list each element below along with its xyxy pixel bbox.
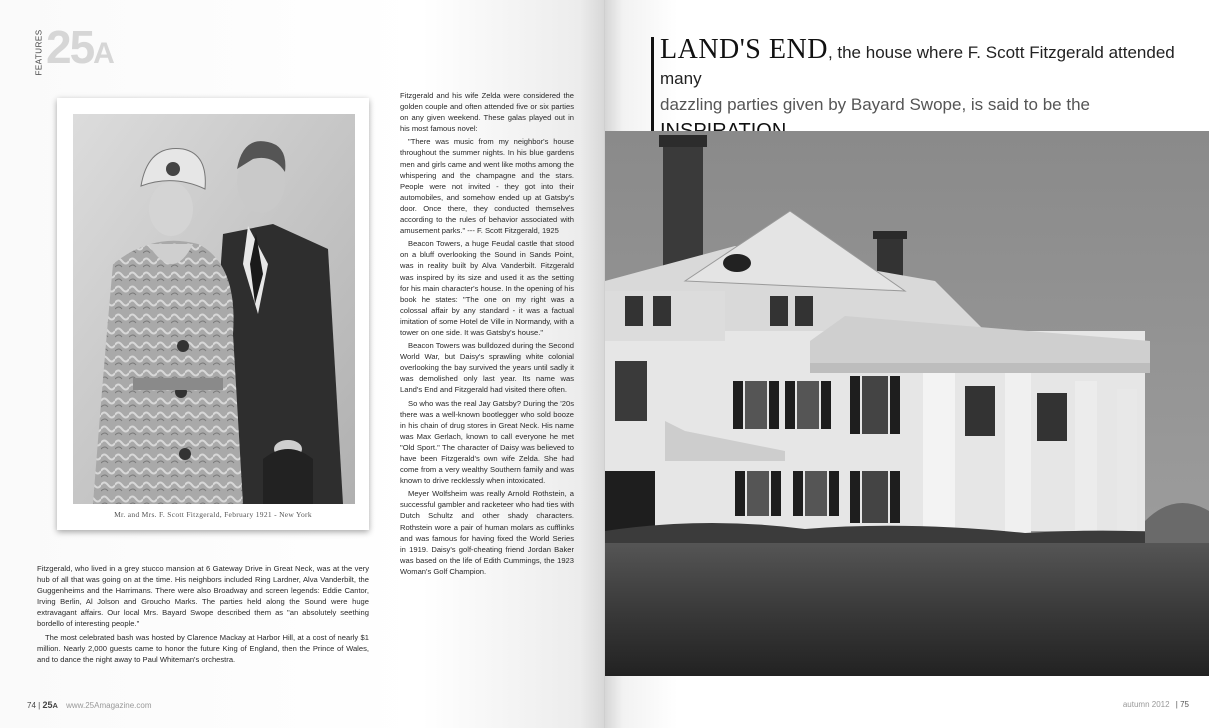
right-page xyxy=(605,0,1209,728)
section-label xyxy=(28,29,44,76)
lands-end-house-photo xyxy=(605,131,1209,676)
page-number: 75 xyxy=(1180,700,1189,709)
paragraph: Beacon Towers was bulldozed during the Second World War, but Daisy's sprawling white colonial overlooking the bay survived the years until sadly it was demolished only last year. Its name was Land's End and Fitzgerald had visited there often. xyxy=(400,341,574,395)
paragraph: Fitzgerald, who lived in a grey stucco mansion at 6 Gateway Drive in Great Neck, was at the very hub of all that was going on at the time. His neighbors included Ring Lardner, Alva Vanderbilt, the Guggenheims and the Harrimans. There were also Broadway and screen legends: Eddie Cantor, Irving Berlin, Al Jolson and Groucho Marks. The parties held along the Sound were huge extravagant affairs. Our local Mrs. Bayard Swope described them as "an absolutely seething bordello of interesting people." xyxy=(37,564,369,629)
article-column-bottom xyxy=(37,563,369,667)
couple-illustration xyxy=(73,114,355,504)
magazine-url: www.25Amagazine.com xyxy=(66,701,152,710)
photo-caption: Mr. and Mrs. F. Scott Fitzgerald, February 1921 - New York xyxy=(114,510,312,519)
left-page xyxy=(0,0,604,728)
folio-mag-suffix: A xyxy=(52,701,58,710)
logo-number: 25 xyxy=(46,21,94,73)
paragraph: Meyer Wolfsheim was really Arnold Rothstein, a successful gambler and racketeer who had ties with Dutch Schultz and other shady characters. Rothstein wore a pair of human molars as cufflinks and was famous for having fixed the World Series in 1919. Daisy's golf-cheating friend Jordan Baker was based on the life of Edith Cummings, the 1923 Woman's Golf Champion. xyxy=(400,489,574,576)
house-illustration xyxy=(605,131,1209,676)
fitzgerald-couple-photo xyxy=(73,114,355,504)
folio-right: autumn 2012 | 75 xyxy=(1122,700,1189,709)
page-number: 74 xyxy=(27,701,36,710)
paragraph: Fitzgerald and his wife Zelda were considered the golden couple and often attended five or six parties on any given weekend. These galas played out in his most famous novel: xyxy=(400,91,574,134)
logo-suffix: A xyxy=(93,37,115,70)
section-label-text: FEATURES xyxy=(34,29,44,76)
paragraph: So who was the real Jay Gatsby? During the '20s there was a well-known bootlegger who sold booze in his chain of drug stores in Great Neck. His name was Max Gerlach, known to call everyone he met "Old Sport." The character of Daisy was believed to have been Fitzgerald's own wife Zelda. She had come from a very wealthy Southern family and was known to drive recklessly when intoxicated. xyxy=(400,398,574,486)
season-label: autumn 2012 xyxy=(1122,700,1170,709)
article-column-right xyxy=(400,90,574,579)
headline-caps: LAND'S END xyxy=(660,34,828,65)
folio-mag: 25 xyxy=(42,700,53,710)
paragraph: The most celebrated bash was hosted by Clarence Mackay at Harbor Hill, at a cost of nearly $1 million. Nearly 2,000 guests came to honor the future King of England, then the Prince of Wales, and to dance the night away to Paul Whiteman's orchestra. xyxy=(37,632,369,664)
paragraph: "There was music from my neighbor's house throughout the summer nights. In his blue gardens men and girls came and went like moths among the whispering and the champagne and the stars. People were not invited - they got into their automobiles, and somehow ended up at Gatsby's door. Once there, they conducted themselves according to the rules of behavior associated with amusement parks." --- F. Scott Fitzgerald, 1925 xyxy=(400,137,574,236)
headline-text-2: dazzling parties given by Bayard Swope, is said to be the xyxy=(660,95,1090,114)
folio-left: 74 | 25A www.25Amagazine.com xyxy=(27,700,152,710)
magazine-logo xyxy=(46,21,115,73)
fitzgerald-photo-frame xyxy=(57,98,369,530)
paragraph: Beacon Towers, a huge Feudal castle that stood on a bluff overlooking the Sound in Sands Point, was in reality built by Alva Vanderbilt. Fitzgerald was inspired by its size and used it as the setting for his main character's house. In the opening of his book he states: "The one on my right was a colossal affair by any standard - it was a factual imitation of some Hotel de Ville in Normandy, with a tower on one side. It was Gatsby's house." xyxy=(400,239,574,337)
headline-text-1: , the house where F. Scott Fitzgerald attended many xyxy=(660,43,1175,88)
